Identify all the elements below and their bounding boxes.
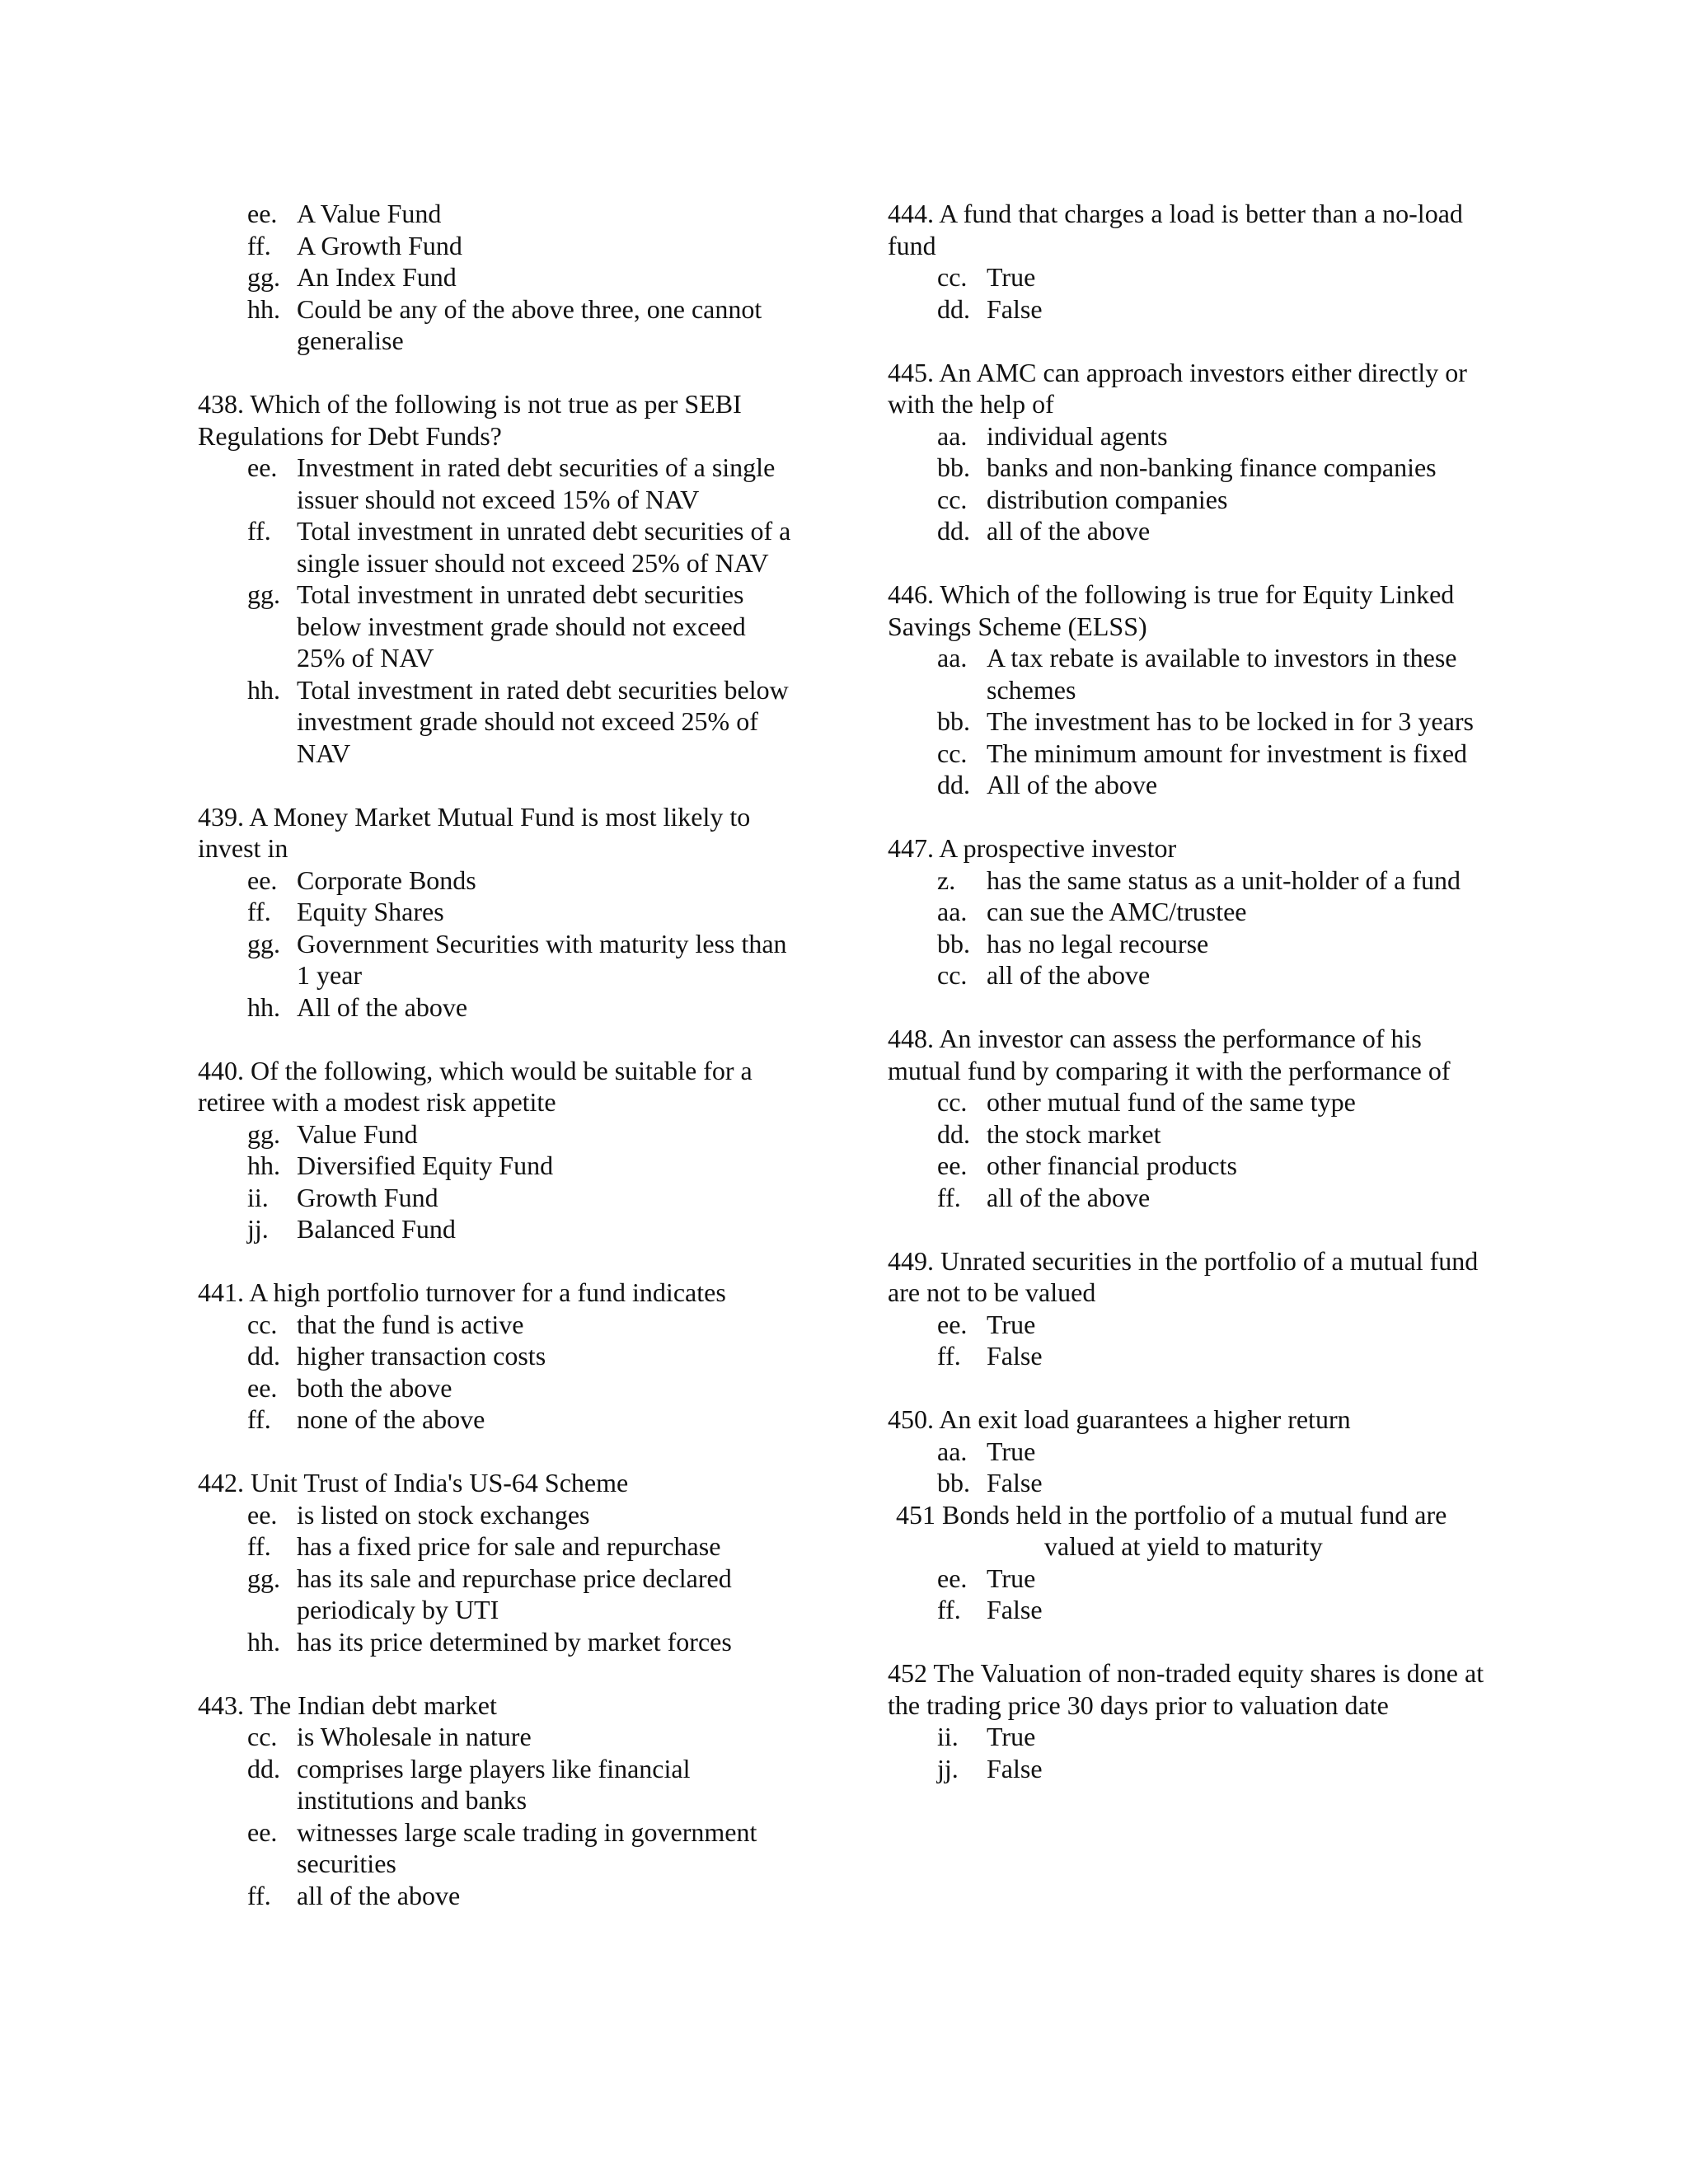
option-text: Diversified Equity Fund — [297, 1151, 554, 1180]
option-label: ee. — [247, 1499, 278, 1530]
question-block — [888, 1245, 1498, 1372]
option-label: aa. — [937, 1436, 968, 1466]
question-text: 452 The Valuation of non-traded equity shares is done at the trading price 30 days prior to valuation date — [888, 1658, 1484, 1720]
answer-option — [888, 1563, 1498, 1595]
option-text: False — [987, 1595, 1043, 1624]
question-block — [888, 357, 1498, 547]
question-stem — [888, 832, 1498, 865]
option-text: False — [987, 1468, 1043, 1497]
answer-option — [198, 230, 791, 262]
question-block — [888, 1404, 1498, 1499]
question-text-continued: valued at yield to maturity — [1044, 1531, 1323, 1561]
option-label: dd. — [247, 1341, 280, 1371]
option-label: ee. — [247, 199, 278, 228]
option-text: True — [987, 1722, 1036, 1751]
right-column — [888, 198, 1498, 1816]
question-stem — [888, 1245, 1498, 1309]
option-text: An Index Fund — [297, 262, 457, 292]
question-block — [888, 1023, 1498, 1213]
question-stem — [198, 801, 791, 865]
option-label: bb. — [937, 706, 970, 736]
answer-option — [888, 1150, 1498, 1182]
answer-option — [888, 959, 1498, 991]
answer-option — [198, 1530, 791, 1563]
option-label: cc. — [937, 1087, 968, 1117]
question-text: 443. The Indian debt market — [198, 1690, 497, 1720]
option-text: All of the above — [987, 770, 1158, 799]
answer-option — [888, 642, 1498, 705]
answer-option — [198, 1816, 791, 1880]
option-label: cc. — [247, 1722, 278, 1751]
question-text: 449. Unrated securities in the portfolio of a mutual fund are not to be valued — [888, 1245, 1479, 1307]
option-label: ii. — [247, 1182, 269, 1212]
answer-option — [888, 1086, 1498, 1118]
option-label: aa. — [937, 897, 968, 926]
answer-option — [198, 1499, 791, 1531]
answer-option — [888, 896, 1498, 928]
option-label: ff. — [247, 1880, 271, 1910]
question-block — [198, 1055, 791, 1245]
option-text: banks and non-banking finance companies — [987, 452, 1437, 482]
answer-option — [198, 515, 791, 579]
option-text: witnesses large scale trading in government securities — [297, 1816, 757, 1878]
option-text: has a fixed price for sale and repurchase — [297, 1531, 721, 1561]
question-block — [888, 1499, 1498, 1626]
option-text: that the fund is active — [297, 1309, 524, 1339]
question-text: 448. An investor can assess the performance of his mutual fund by comparing it with the performance of — [888, 1024, 1451, 1085]
option-label: ee. — [937, 1563, 968, 1593]
option-text: Total investment in unrated debt securities of a single issuer should not exceed 25% of NAV — [297, 516, 791, 578]
option-text: False — [987, 293, 1043, 324]
question-stem — [198, 1055, 791, 1118]
option-text: is listed on stock exchanges — [297, 1499, 590, 1530]
answer-option — [198, 865, 791, 897]
option-text: Balanced Fund — [297, 1214, 456, 1244]
option-text: A tax rebate is available to investors in these schemes — [987, 643, 1457, 705]
option-text: has the same status as a unit-holder of a fund — [987, 865, 1461, 895]
option-label: aa. — [937, 420, 968, 451]
answer-option — [888, 1594, 1498, 1626]
question-stem — [198, 388, 791, 452]
answer-option — [888, 420, 1498, 452]
option-text: has no legal recourse — [987, 928, 1209, 958]
answer-option — [198, 991, 791, 1024]
answer-option — [198, 1626, 791, 1658]
answer-option — [198, 579, 791, 674]
answer-option — [198, 198, 791, 230]
answer-option — [888, 1182, 1498, 1214]
question-block — [198, 1690, 791, 1912]
answer-option — [198, 1118, 791, 1151]
option-label: hh. — [247, 1626, 280, 1657]
question-block — [888, 579, 1498, 801]
option-label: hh. — [247, 991, 280, 1022]
option-label: ii. — [937, 1722, 959, 1751]
question-block — [198, 1467, 791, 1657]
option-label: ff. — [937, 1341, 961, 1371]
question-block — [888, 1657, 1498, 1784]
answer-option — [198, 293, 791, 357]
answer-option — [888, 1118, 1498, 1151]
answer-option — [198, 1404, 791, 1436]
option-label: aa. — [937, 643, 968, 673]
question-text: 438. Which of the following is not true as per SEBI Regulations for Debt Funds? — [198, 389, 742, 451]
option-label: cc. — [937, 484, 968, 514]
question-block — [888, 832, 1498, 991]
answer-option — [888, 261, 1498, 293]
option-text: A Growth Fund — [297, 230, 462, 260]
option-label: cc. — [937, 960, 968, 990]
option-label: bb. — [937, 1468, 970, 1497]
question-text: 450. An exit load guarantees a higher return — [888, 1404, 1351, 1434]
answer-option — [198, 452, 791, 515]
option-text: True — [987, 1436, 1036, 1466]
option-label: ff. — [247, 897, 271, 926]
option-text: can sue the AMC/trustee — [987, 897, 1247, 926]
answer-option — [198, 1372, 791, 1404]
question-stem — [198, 1277, 791, 1309]
question-text: 442. Unit Trust of India's US-64 Scheme — [198, 1468, 629, 1497]
option-text: higher transaction costs — [297, 1341, 546, 1371]
option-text: distribution companies — [987, 484, 1228, 514]
question-text: 441. A high portfolio turnover for a fund indicates — [198, 1277, 726, 1307]
question-text: 445. An AMC can approach investors either directly or with the help of — [888, 357, 1467, 419]
answer-option — [198, 1340, 791, 1372]
option-label: hh. — [247, 1151, 280, 1180]
option-label: hh. — [247, 293, 280, 324]
option-text: has its sale and repurchase price declared periodicaly by UTI — [297, 1563, 732, 1624]
option-label: dd. — [247, 1753, 280, 1783]
option-label: dd. — [937, 1118, 970, 1149]
question-text: 440. Of the following, which would be suitable for a retiree with a modest risk appetite — [198, 1055, 753, 1117]
answer-option — [198, 674, 791, 770]
answer-option — [198, 896, 791, 928]
left-column — [198, 198, 791, 1943]
answer-option — [198, 1182, 791, 1214]
option-text: Total investment in rated debt securities below investment grade should not exceed 25% of NAV — [297, 674, 789, 768]
option-text: A Value Fund — [297, 199, 442, 228]
option-text: individual agents — [987, 420, 1168, 451]
option-text: Could be any of the above three, one cannot generalise — [297, 293, 762, 355]
question-text: 447. A prospective investor — [888, 833, 1177, 863]
answer-option — [888, 1467, 1498, 1499]
answer-option — [198, 928, 791, 991]
answer-option — [888, 928, 1498, 960]
option-label: ff. — [247, 1531, 271, 1561]
question-block — [198, 198, 791, 357]
option-text: True — [987, 1563, 1036, 1593]
option-label: hh. — [247, 674, 280, 705]
option-text: comprises large players like financial institutions and banks — [297, 1753, 691, 1815]
answer-option — [888, 515, 1498, 547]
answer-option — [198, 1150, 791, 1182]
option-label: jj. — [247, 1214, 269, 1244]
option-label: gg. — [247, 262, 280, 292]
option-text: the stock market — [987, 1118, 1161, 1149]
answer-option — [198, 1753, 791, 1816]
question-stem — [198, 1690, 791, 1722]
option-label: jj. — [937, 1753, 959, 1783]
question-stem — [888, 579, 1498, 642]
option-text: all of the above — [987, 516, 1151, 546]
answer-option — [888, 293, 1498, 326]
option-text: all of the above — [297, 1880, 461, 1910]
answer-option — [888, 769, 1498, 801]
option-text: Investment in rated debt securities of a single issuer should not exceed 15% of NAV — [297, 452, 776, 514]
answer-option — [888, 1340, 1498, 1372]
question-stem — [888, 357, 1498, 420]
option-text: is Wholesale in nature — [297, 1722, 532, 1751]
answer-option — [198, 1563, 791, 1626]
option-text: other financial products — [987, 1151, 1237, 1180]
question-stem — [888, 198, 1498, 261]
answer-option — [198, 1309, 791, 1341]
question-stem — [888, 1499, 1498, 1563]
option-label: ee. — [247, 865, 278, 895]
option-label: z. — [937, 865, 956, 895]
question-stem — [198, 1467, 791, 1499]
answer-option — [198, 261, 791, 293]
option-label: cc. — [937, 738, 968, 768]
answer-option — [888, 452, 1498, 484]
question-stem — [888, 1023, 1498, 1086]
option-label: dd. — [937, 516, 970, 546]
option-label: ee. — [937, 1151, 968, 1180]
answer-option — [198, 1721, 791, 1753]
option-text: has its price determined by market forces — [297, 1626, 732, 1657]
option-label: ff. — [937, 1595, 961, 1624]
option-label: gg. — [247, 579, 280, 609]
option-label: ff. — [247, 1404, 271, 1434]
question-block — [198, 388, 791, 769]
option-text: Government Securities with maturity less than 1 year — [297, 928, 787, 990]
option-text: none of the above — [297, 1404, 485, 1434]
answer-option — [888, 705, 1498, 738]
option-text: All of the above — [297, 991, 468, 1022]
option-text: Corporate Bonds — [297, 865, 476, 895]
answer-option — [888, 1753, 1498, 1785]
answer-option — [888, 738, 1498, 770]
option-text: all of the above — [987, 1182, 1151, 1212]
answer-option — [888, 484, 1498, 516]
option-text: True — [987, 1309, 1036, 1339]
question-block — [888, 198, 1498, 325]
option-label: ee. — [247, 452, 278, 482]
answer-option — [888, 865, 1498, 897]
option-text: The investment has to be locked in for 3 years — [987, 706, 1474, 736]
answer-option — [888, 1436, 1498, 1468]
question-text: 451 Bonds held in the portfolio of a mutual fund are — [896, 1499, 1447, 1530]
option-text: True — [987, 262, 1036, 292]
option-label: dd. — [937, 770, 970, 799]
answer-option — [888, 1721, 1498, 1753]
option-text: other mutual fund of the same type — [987, 1087, 1356, 1117]
option-label: dd. — [937, 293, 970, 324]
option-label: ff. — [937, 1182, 961, 1212]
question-text: 444. A fund that charges a load is better than a no-load fund — [888, 199, 1463, 260]
option-text: both the above — [297, 1372, 452, 1403]
option-text: Value Fund — [297, 1118, 418, 1149]
option-label: cc. — [937, 262, 968, 292]
answer-option — [888, 1309, 1498, 1341]
question-stem — [888, 1657, 1498, 1721]
option-text: all of the above — [987, 960, 1151, 990]
option-text: False — [987, 1753, 1043, 1783]
option-label: ee. — [247, 1372, 278, 1403]
option-label: gg. — [247, 1563, 280, 1593]
option-label: ee. — [937, 1309, 968, 1339]
option-text: Growth Fund — [297, 1182, 438, 1212]
option-label: ff. — [247, 230, 271, 260]
question-text: 439. A Money Market Mutual Fund is most likely to invest in — [198, 801, 751, 863]
answer-option — [198, 1880, 791, 1912]
option-text: Equity Shares — [297, 897, 444, 926]
option-label: bb. — [937, 928, 970, 958]
option-label: bb. — [937, 452, 970, 482]
option-text: Total investment in unrated debt securities below investment grade should not exceed 25% of NAV — [297, 579, 746, 673]
option-label: gg. — [247, 1118, 280, 1149]
answer-option — [198, 1213, 791, 1245]
option-label: gg. — [247, 928, 280, 958]
option-text: The minimum amount for investment is fixed — [987, 738, 1468, 768]
option-text: False — [987, 1341, 1043, 1371]
option-label: ff. — [247, 516, 271, 546]
question-block — [198, 1277, 791, 1436]
option-label: cc. — [247, 1309, 278, 1339]
question-stem — [888, 1404, 1498, 1436]
question-block — [198, 801, 791, 1024]
option-label: ee. — [247, 1816, 278, 1847]
question-text: 446. Which of the following is true for Equity Linked Savings Scheme (ELSS) — [888, 579, 1455, 641]
